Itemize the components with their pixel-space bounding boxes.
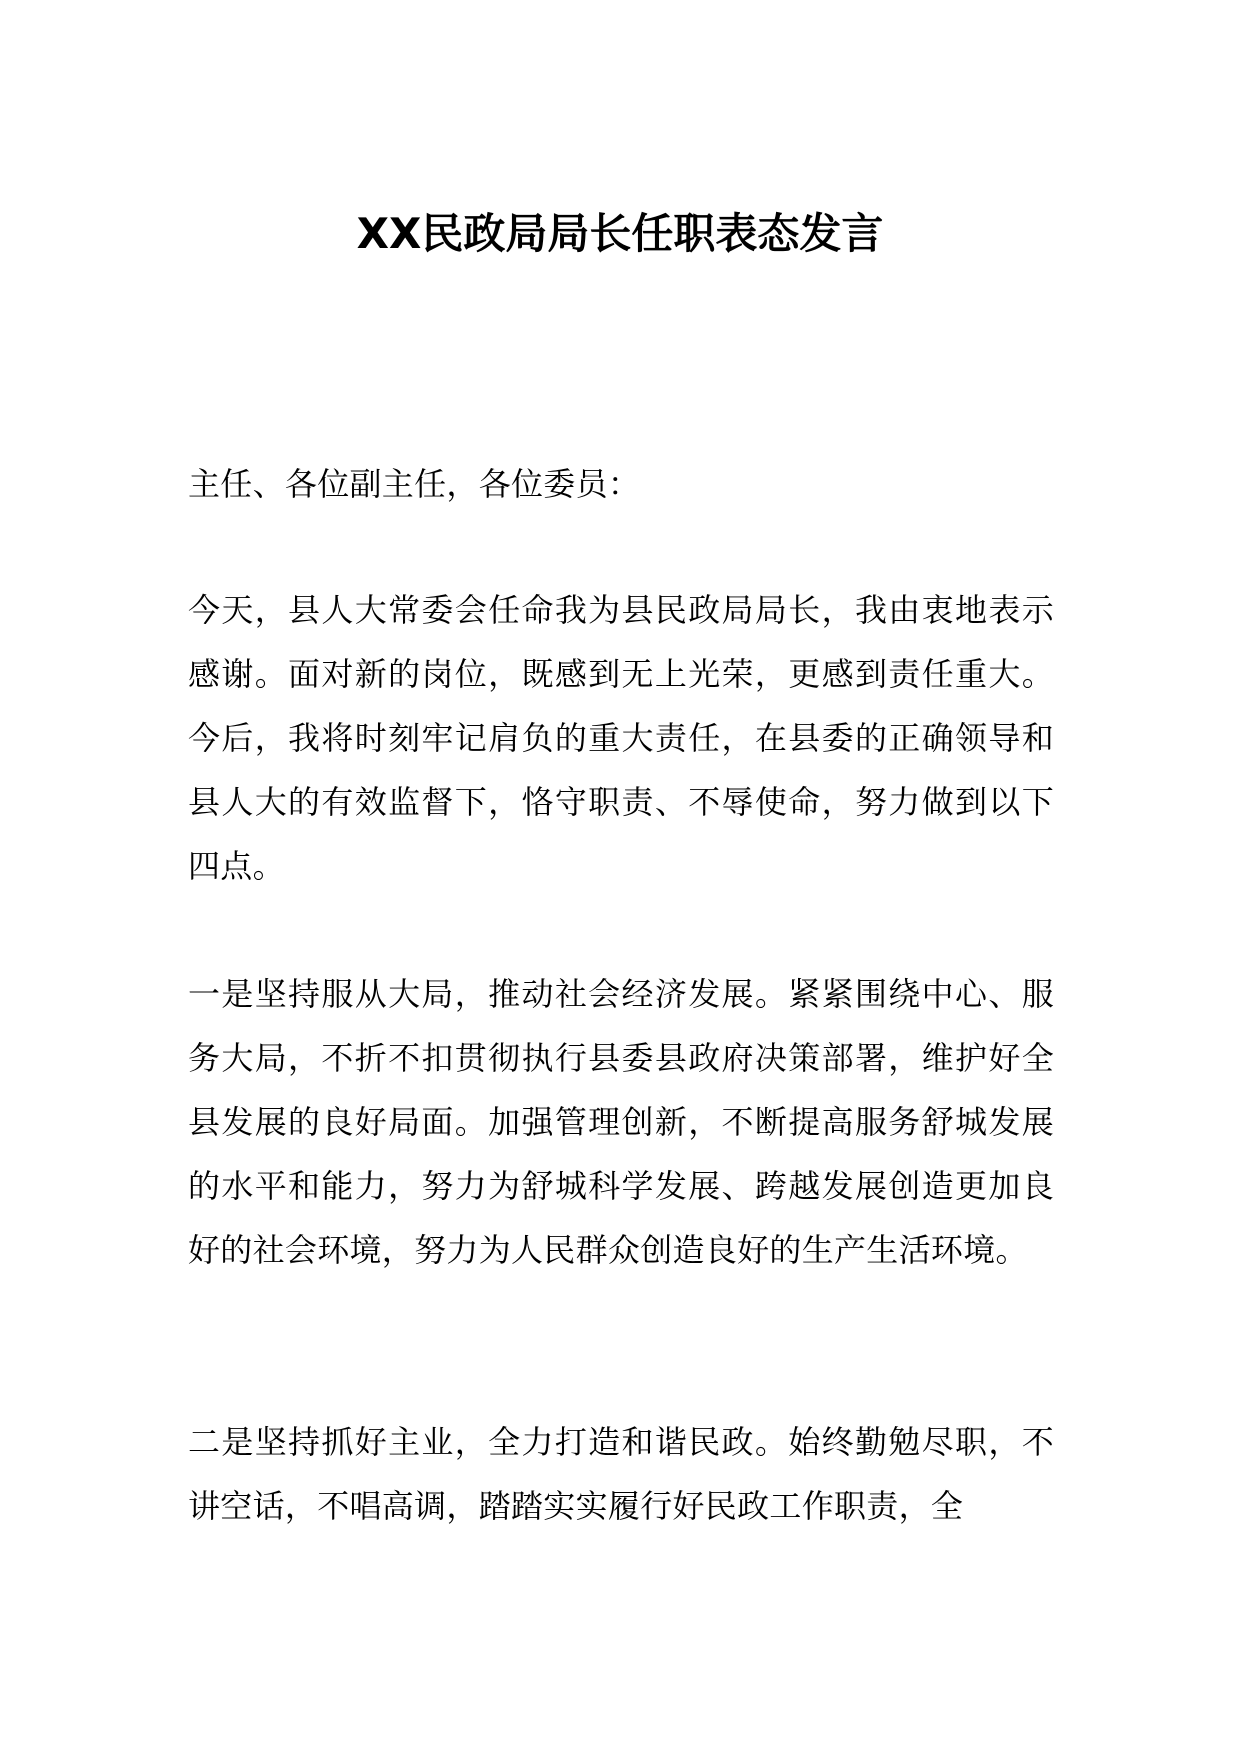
paragraph-point-two: 二是坚持抓好主业，全力打造和谐民政。始终勤勉尽职，不讲空话，不唱高调，踏踏实实履行好民政工作职责，全: [188, 1423, 1054, 1525]
salutation: 主任、各位副主任，各位委员：: [188, 465, 641, 503]
paragraph-intro: 今天，县人大常委会任命我为县民政局局长，我由衷地表示感谢。面对新的岗位，既感到无上光荣，更感到责任重大。今后，我将时刻牢记肩负的重大责任，在县委的正确领导和县人大的有效监督下，恪守职责、不辱使命，努力做到以下四点。: [188, 591, 1054, 885]
document-title: XX民政局局长任职表态发言: [356, 209, 884, 258]
paragraph-point-one: 一是坚持服从大局，推动社会经济发展。紧紧围绕中心、服务大局，不折不扣贯彻执行县委县政府决策部署，维护好全县发展的良好局面。加强管理创新，不断提高服务舒城发展的水平和能力，努力为舒城科学发展、跨越发展创造更加良好的社会环境，努力为人民群众创造良好的生产生活环境。: [188, 975, 1054, 1269]
